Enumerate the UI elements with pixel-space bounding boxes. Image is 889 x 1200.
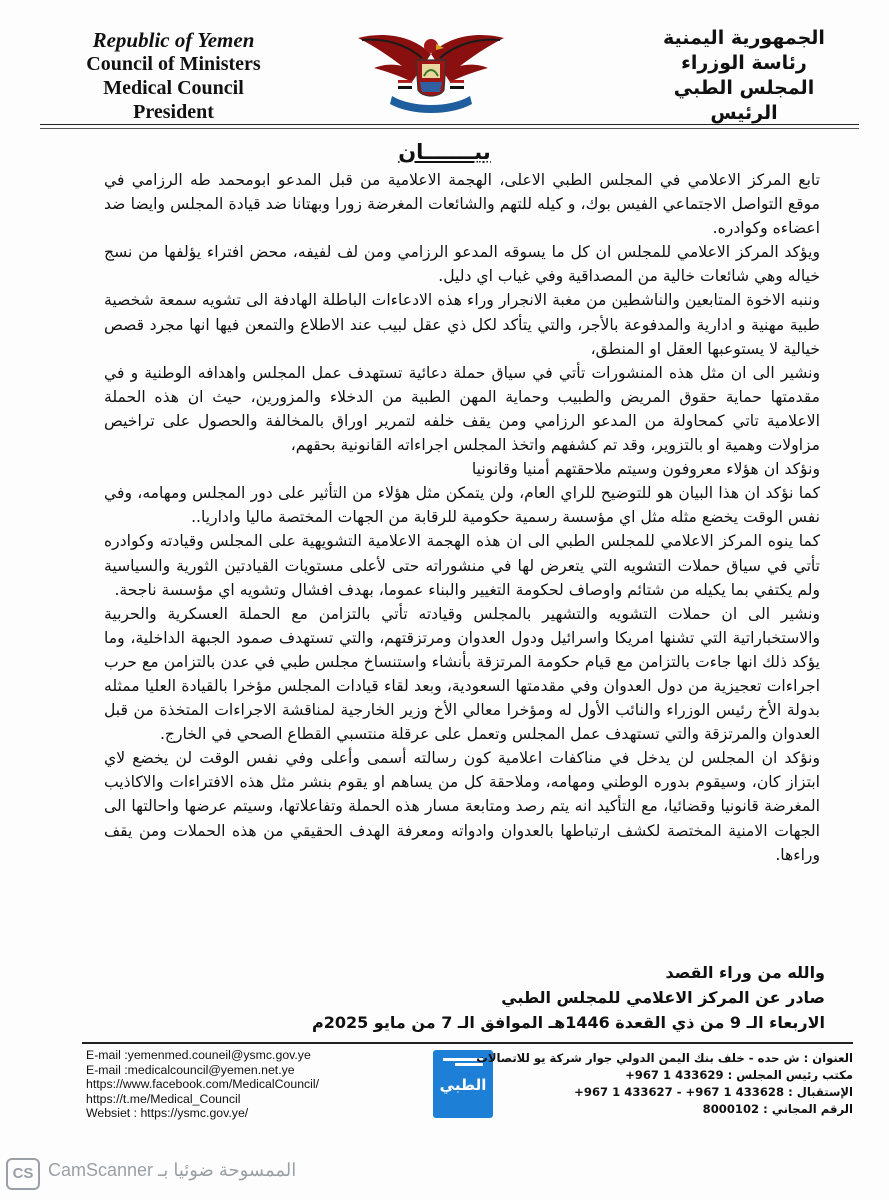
header-en-line-3: Medical Council bbox=[103, 77, 244, 99]
paragraph: كما ينوه المركز الاعلامي للمجلس الطبي الى ان هذه الهجمة الاعلامية التشويهية على المجلس وقيادته وكوادره تأتي في سياق حملات التشويه التي يتعرض لها في منشوراته حتى لأعلى مستويات القيادتين الثورية والسياسية ولم يكتفي بما يكيله من شتائم واوصاف لحكومة التغيير والبناء عموما، بهدف افشال وتشويه اي مؤسسة ناجحة. bbox=[104, 532, 820, 599]
contact-facebook-link[interactable]: https://www.facebook.com/MedicalCouncil/ bbox=[86, 1077, 320, 1092]
footer-address bbox=[476, 1050, 853, 1118]
paragraph: تابع المركز الاعلامي في المجلس الطبي الاعلى، الهجمة الاعلامية من قبل المدعو ابومحمد طه الرزامي في موقع التواصل الاجتماعي الفيس بوك، و كيله للتهم والشائعات المغرضة زورا وبهتانا ضد قيادة المجلس وايضا ضد اعضاءه وكوادره. bbox=[104, 171, 820, 238]
header-divider-thin bbox=[40, 128, 859, 129]
paragraph: ويؤكد المركز الاعلامي للمجلس ان كل ما يسوقه المدعو الرزامي ومن لف لفيفه، محض افتراء يؤلفها من نسج خياله وهي شائعات خالية من المصداقية وفي غياب اي دليل. bbox=[104, 243, 820, 286]
header-english bbox=[46, 28, 301, 124]
statement-title: بيـــــــان bbox=[398, 140, 491, 164]
footer-divider bbox=[82, 1042, 853, 1044]
contact-email-2[interactable]: E-mail :medicalcouncil@yemen.net.ye bbox=[86, 1062, 295, 1077]
logo-text: الطبي bbox=[439, 1076, 487, 1094]
contact-website-link[interactable]: Websiet : https://ysmc.gov.ye/ bbox=[86, 1106, 249, 1121]
address-line: العنوان : ش حده - خلف بنك اليمن الدولي جوار شركة يو للاتصالات bbox=[476, 1051, 853, 1065]
camscanner-watermark bbox=[0, 1148, 889, 1200]
closing-block bbox=[305, 960, 825, 1035]
closing-date: الاربعاء الـ 9 من ذي القعدة 1446هـ الموافق الـ 7 من مايو 2025م bbox=[311, 1013, 825, 1032]
paragraph: ونشير الى ان مثل هذه المنشورات تأتي في سياق حملة دعائية تستهدف عمل المجلس واهدافه الوطنية و في مقدمتها حماية حقوق المريض والطبيب وحماية المهن الطبية من الدخلاء والمزورين، حيث ان هذه الحملة الاعلامية تاتي كمحاولة من المدعو الرزامي ومن يقف خلفه لتمرير اوراق بالمخالفة والحصول على تراخيص مزاولات وهمية او بالتزوير، وقد تم كشفهم واتخذ المجلس اجراءاته القانونية بحقهم، bbox=[104, 363, 820, 455]
header-ar-line-3: المجلس الطبي bbox=[673, 77, 815, 99]
footer-contacts bbox=[86, 1048, 406, 1121]
toll-free-number: الرقم المجاني : 8000102 bbox=[702, 1102, 853, 1116]
header-ar-line-1: الجمهورية اليمنية bbox=[663, 27, 825, 49]
closing-issuer: صادر عن المركز الاعلامي للمجلس الطبي bbox=[501, 988, 825, 1007]
paragraph: كما نؤكد ان هذا البيان هو للتوضيح للراي العام، ولن يتمكن مثل هؤلاء من التأثير على دور المجلس ومهامه، وفي نفس الوقت يخضع مثله مثل اي مؤسسة رسمية حكومية للرقابة من الجهات المختصة ماليا واداريا.. bbox=[104, 484, 820, 527]
office-phone: مكتب رئيس المجلس : 433629 1 967+ bbox=[625, 1068, 853, 1082]
contact-telegram-link[interactable]: https://t.me/Medical_Council bbox=[86, 1091, 241, 1106]
header-ar-line-4: الرئيس bbox=[710, 102, 778, 124]
statement-body bbox=[104, 168, 820, 867]
header-arabic bbox=[629, 26, 859, 126]
header-ar-line-2: رئاسة الوزراء bbox=[681, 52, 807, 74]
header-divider bbox=[40, 124, 859, 125]
header-en-line-2: Council of Ministers bbox=[86, 53, 261, 75]
camscanner-text: الممسوحة ضوئيا بـ CamScanner bbox=[48, 1160, 297, 1180]
paragraph: وننبه الاخوة المتابعين والناشطين من مغبة الانجرار وراء هذه الادعاءات الباطلة الهادفة الى تشويه سمعة شخصية طبية مهنية و ادارية والمدفوعة بالأجر، والتي يتأكد لكل ذي عقل لبيب عند الاطلاع والتمعن فيها انها مجرد قصص خيالية لا يستوعبها العقل او المنطق، bbox=[104, 291, 820, 358]
eagle-emblem-icon bbox=[356, 24, 506, 124]
paragraph: ونؤكد ان المجلس لن يدخل في مناكفات اعلامية كون رسالته أسمى وأعلى وفي نفس الوقت لن يخضع لاي ابتزاز كان، وسيقوم بدوره الوطني ومهامه، وملاحقة كل من يساهم او يقوم بنشر مثل هذه الافتراءات والاكاذيب المغرضة قانونيا وقضائيا، مع التأكيد انه يتم رصد ومتابعة مسار هذه الحملة وتفاعلاتها، وسيتم عرضها واحالتها الى الجهات الامنية المختصة لكشف ارتباطها بالعدوان وادواته ومعرفة الهدف الحقيقي من هذه الحملات ومن يقف وراءها. bbox=[104, 749, 820, 864]
closing-line: والله من وراء القصد bbox=[665, 963, 825, 982]
header-en-line-1: Republic of Yemen bbox=[92, 28, 255, 52]
header-en-line-4: President bbox=[133, 101, 214, 123]
paragraph: ونؤكد ان هؤلاء معروفون وسيتم ملاحقتهم أمنيا وقانونيا bbox=[471, 460, 820, 479]
paragraph: ونشير الى ان حملات التشويه والتشهير بالمجلس وقيادته تأتي بالتزامن مع الحملة العسكرية والحربية والاستخباراتية التي تشنها امريكا واسرائيل ودول العدوان ومرتزقتهم، والتي تستهدف صمود الجبهة الداخلية، وما يؤكد ذلك انها جاءت بالتزامن مع قيام حكومة المرتزقة بأنشاء واستنساخ مجلس طبي في عدن بالتزامن مع حرب اجراءات تعجيزية من دول العدوان وفي مقدمتها السعودية، وبعد لقاء قيادات المجلس مؤخرا بالقيادة العليا ممثله بدولة الأخ رئيس الوزراء والنائب الأول له ومؤخرا معالي الأخ وزير الخارجية لمناقشة الاجراءات المتخذة من قبل العدوان والمرتزقة والتي تستهدف عمل المجلس وتعمل على عرقلة منتسبي القطاع الصحي في الخارج. bbox=[104, 604, 820, 744]
contact-email-1[interactable]: E-mail :yemenmed.couneil@ysmc.gov.ye bbox=[86, 1048, 311, 1062]
reception-phone: الإستقبال : 433628 1 967+ - 433627 1 967+ bbox=[574, 1085, 853, 1099]
camscanner-logo-icon: CS bbox=[6, 1158, 40, 1190]
